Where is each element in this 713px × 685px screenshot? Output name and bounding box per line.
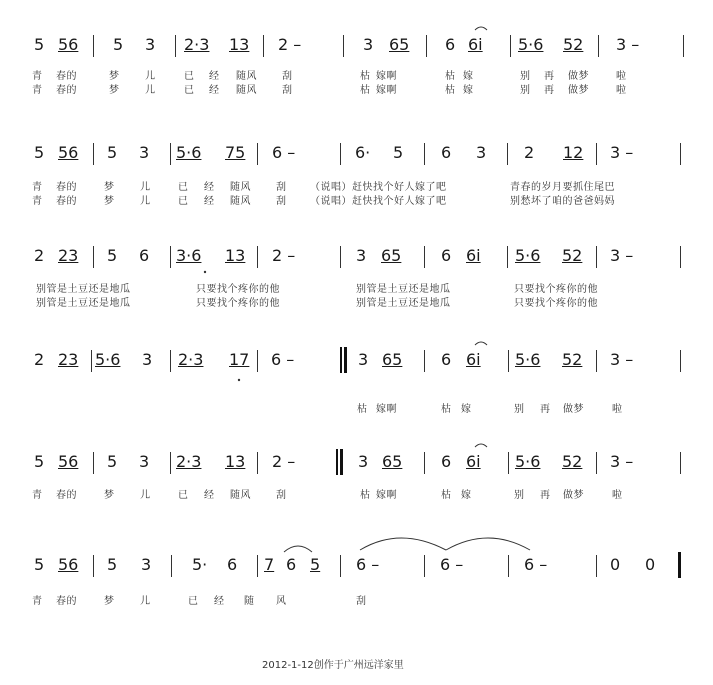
barline bbox=[596, 452, 597, 474]
note: 6i bbox=[466, 452, 481, 471]
note: 3 bbox=[139, 452, 150, 471]
slur-mark bbox=[475, 444, 487, 447]
note: 52 bbox=[563, 35, 584, 54]
note: 52 bbox=[562, 246, 583, 265]
barline-thick bbox=[340, 449, 343, 475]
note: 6 bbox=[441, 350, 452, 369]
note: 2 – bbox=[272, 246, 296, 265]
barline bbox=[508, 452, 509, 474]
lyric: 啦 bbox=[612, 404, 623, 415]
lyric: 经 bbox=[204, 182, 215, 193]
lyric: 嫁 bbox=[463, 85, 474, 96]
lyric: 青 bbox=[32, 596, 43, 607]
barline bbox=[424, 452, 425, 474]
barline bbox=[93, 246, 94, 268]
note: 65 bbox=[382, 350, 403, 369]
lyric: 随 bbox=[244, 596, 255, 607]
lyric: 再 bbox=[544, 71, 555, 82]
barline bbox=[93, 143, 94, 165]
barline bbox=[175, 35, 176, 57]
lyric: 枯 bbox=[360, 490, 371, 501]
note: 3 bbox=[145, 35, 156, 54]
lyric: 青 bbox=[32, 71, 43, 82]
barline bbox=[680, 350, 681, 372]
note: 2 – bbox=[272, 452, 296, 471]
barline bbox=[170, 246, 171, 268]
note: 23 bbox=[58, 350, 79, 369]
note: 17 bbox=[229, 350, 250, 369]
lyric: 已 bbox=[178, 196, 189, 207]
note: 6 bbox=[227, 555, 238, 574]
note: 5 bbox=[310, 555, 321, 574]
lyric: 做梦 bbox=[568, 85, 589, 96]
lyric: （说唱）赶快找个好人嫁了吧 bbox=[310, 196, 447, 207]
barline-thick bbox=[344, 347, 347, 373]
note: 5 bbox=[34, 452, 45, 471]
note: 5 bbox=[107, 452, 118, 471]
barline bbox=[507, 143, 508, 165]
lyric: 啦 bbox=[616, 85, 627, 96]
barline bbox=[424, 555, 425, 577]
barline bbox=[596, 350, 597, 372]
note: 5 bbox=[113, 35, 124, 54]
barline bbox=[170, 452, 171, 474]
note: 6i bbox=[466, 246, 481, 265]
lyric: 别管是土豆还是地瓜 bbox=[36, 298, 131, 309]
lyric: 梦 bbox=[109, 71, 120, 82]
slur-mark bbox=[475, 27, 487, 30]
note: 6 bbox=[139, 246, 150, 265]
lyric: 刮 bbox=[282, 85, 293, 96]
barline bbox=[91, 350, 92, 372]
note: 2 bbox=[524, 143, 535, 162]
lyric: 儿 bbox=[145, 71, 156, 82]
lyric: 嫁 bbox=[461, 490, 472, 501]
lyric: 青 bbox=[32, 196, 43, 207]
note: 6 – bbox=[356, 555, 380, 574]
lyric: 只要找个疼你的他 bbox=[196, 284, 280, 295]
note: 65 bbox=[381, 246, 402, 265]
lyric: 随风 bbox=[230, 490, 251, 501]
lyric: （说唱）赶快找个好人嫁了吧 bbox=[310, 182, 447, 193]
lyric: 枯 bbox=[445, 71, 456, 82]
note: 3 bbox=[356, 246, 367, 265]
note: 6i bbox=[466, 350, 481, 369]
lyric: 梦 bbox=[104, 196, 115, 207]
lyric: 嫁啊 bbox=[376, 404, 397, 415]
barline bbox=[424, 143, 425, 165]
barline bbox=[257, 350, 258, 372]
lyric: 刮 bbox=[276, 490, 287, 501]
note: 6 – bbox=[272, 143, 296, 162]
lyric: 别管是土豆还是地瓜 bbox=[36, 284, 131, 295]
barline bbox=[426, 35, 427, 57]
lyric: 做梦 bbox=[568, 71, 589, 82]
note: 56 bbox=[58, 143, 79, 162]
barline bbox=[257, 555, 258, 577]
barline bbox=[93, 555, 94, 577]
lyric: 梦 bbox=[104, 182, 115, 193]
tie-mark bbox=[446, 538, 530, 550]
note: 3 bbox=[358, 452, 369, 471]
note: 2·3 bbox=[184, 35, 210, 54]
note: 6 bbox=[441, 246, 452, 265]
note: 3 bbox=[139, 143, 150, 162]
note: 3 – bbox=[610, 246, 634, 265]
note: 23 bbox=[58, 246, 79, 265]
lyric: 梦 bbox=[109, 85, 120, 96]
note: 5· bbox=[192, 555, 208, 574]
note: 6 – bbox=[440, 555, 464, 574]
lyric: 枯 bbox=[441, 490, 452, 501]
lyric: 只要找个疼你的他 bbox=[514, 284, 598, 295]
note: 3 bbox=[476, 143, 487, 162]
notation-row-2 bbox=[0, 143, 713, 165]
lyric: 刮 bbox=[276, 182, 287, 193]
note: 65 bbox=[389, 35, 410, 54]
note: 6 – bbox=[524, 555, 548, 574]
note: 5 bbox=[34, 555, 45, 574]
notation-row-4 bbox=[0, 350, 713, 372]
slur-mark bbox=[284, 546, 312, 552]
lyric: 已 bbox=[184, 71, 195, 82]
note: 3 bbox=[141, 555, 152, 574]
lyric: 嫁啊 bbox=[376, 490, 397, 501]
lyric: 枯 bbox=[357, 404, 368, 415]
barline bbox=[340, 555, 341, 577]
barline bbox=[680, 143, 681, 165]
note: 6 bbox=[441, 452, 452, 471]
note: 5·6 bbox=[176, 143, 202, 162]
barline bbox=[263, 35, 264, 57]
note: 5 bbox=[34, 143, 45, 162]
note: 2·3 bbox=[178, 350, 204, 369]
note: 3 – bbox=[610, 350, 634, 369]
lyric: 别愁坏了咱的爸爸妈妈 bbox=[510, 196, 615, 207]
note: 2 bbox=[34, 246, 45, 265]
lyric: 嫁 bbox=[461, 404, 472, 415]
barline bbox=[510, 35, 511, 57]
note: 6· bbox=[355, 143, 371, 162]
note: 75 bbox=[225, 143, 246, 162]
lyric: 青 bbox=[32, 182, 43, 193]
note: 6 bbox=[286, 555, 297, 574]
barline bbox=[170, 143, 171, 165]
note: 3 – bbox=[610, 143, 634, 162]
lyric: 经 bbox=[214, 596, 225, 607]
lyric: 随风 bbox=[230, 182, 251, 193]
note: 5·6 bbox=[515, 350, 541, 369]
lyric: 春的 bbox=[56, 596, 77, 607]
barline bbox=[508, 350, 509, 372]
lyric: 春的 bbox=[56, 196, 77, 207]
note: 3 bbox=[358, 350, 369, 369]
lyric: 枯 bbox=[445, 85, 456, 96]
lyric: 别管是土豆还是地瓜 bbox=[356, 284, 451, 295]
lyric: 经 bbox=[204, 490, 215, 501]
note: 5·6 bbox=[518, 35, 544, 54]
lyric: 随风 bbox=[236, 71, 257, 82]
note: 52 bbox=[562, 350, 583, 369]
lyric: 别 bbox=[520, 85, 531, 96]
note: 0 bbox=[610, 555, 621, 574]
lyric: 嫁啊 bbox=[376, 71, 397, 82]
notation-row-1 bbox=[0, 35, 713, 57]
note: 5·6 bbox=[515, 246, 541, 265]
lyric: 别 bbox=[520, 71, 531, 82]
lyric: 刮 bbox=[282, 71, 293, 82]
barline bbox=[257, 143, 258, 165]
lyric: 再 bbox=[540, 404, 551, 415]
barline bbox=[680, 246, 681, 268]
lyric: 只要找个疼你的他 bbox=[514, 298, 598, 309]
barline bbox=[680, 452, 681, 474]
lyric: 儿 bbox=[145, 85, 156, 96]
barline bbox=[257, 246, 258, 268]
lyric: 嫁啊 bbox=[376, 85, 397, 96]
lyric: 啦 bbox=[612, 490, 623, 501]
notation-row-6 bbox=[0, 555, 713, 577]
note: 2·3 bbox=[176, 452, 202, 471]
note: 0 bbox=[645, 555, 656, 574]
lyric: 经 bbox=[204, 196, 215, 207]
note: 2 – bbox=[278, 35, 302, 54]
barline bbox=[596, 555, 597, 577]
barline bbox=[343, 35, 344, 57]
lyric: 刮 bbox=[276, 196, 287, 207]
lyric: 梦 bbox=[104, 596, 115, 607]
barline bbox=[424, 246, 425, 268]
lyric: 刮 bbox=[356, 596, 367, 607]
lyric: 已 bbox=[184, 85, 195, 96]
lyric: 春的 bbox=[56, 490, 77, 501]
note: 56 bbox=[58, 452, 79, 471]
note: 52 bbox=[562, 452, 583, 471]
barline bbox=[340, 246, 341, 268]
lyric: 梦 bbox=[104, 490, 115, 501]
note: 5 bbox=[393, 143, 404, 162]
note: 5·6 bbox=[95, 350, 121, 369]
barline bbox=[508, 555, 509, 577]
lyric: 儿 bbox=[140, 596, 151, 607]
barline bbox=[598, 35, 599, 57]
low-octave-dot bbox=[238, 379, 240, 381]
slur-mark bbox=[475, 342, 487, 345]
lyric: 青春的岁月要抓住尾巴 bbox=[510, 182, 615, 193]
low-octave-dot bbox=[204, 271, 206, 273]
note: 5 bbox=[107, 143, 118, 162]
final-barline bbox=[678, 552, 681, 578]
lyric: 随风 bbox=[236, 85, 257, 96]
note: 3·6 bbox=[176, 246, 202, 265]
lyric: 枯 bbox=[360, 71, 371, 82]
note: 13 bbox=[229, 35, 250, 54]
lyric: 经 bbox=[209, 71, 220, 82]
note: 3 bbox=[142, 350, 153, 369]
note: 3 – bbox=[610, 452, 634, 471]
lyric: 春的 bbox=[56, 85, 77, 96]
lyric: 只要找个疼你的他 bbox=[196, 298, 280, 309]
lyric: 儿 bbox=[140, 196, 151, 207]
note: 6i bbox=[468, 35, 483, 54]
note: 5 bbox=[34, 35, 45, 54]
barline bbox=[93, 452, 94, 474]
lyric: 别 bbox=[514, 490, 525, 501]
note: 56 bbox=[58, 555, 79, 574]
tie-mark bbox=[360, 538, 446, 550]
notation-row-5 bbox=[0, 452, 713, 474]
lyric: 枯 bbox=[441, 404, 452, 415]
lyric: 再 bbox=[544, 85, 555, 96]
lyric: 嫁 bbox=[463, 71, 474, 82]
barline bbox=[596, 143, 597, 165]
note: 6 bbox=[441, 143, 452, 162]
lyric: 儿 bbox=[140, 182, 151, 193]
note: 5 bbox=[107, 555, 118, 574]
lyric: 别管是土豆还是地瓜 bbox=[356, 298, 451, 309]
barline bbox=[171, 555, 172, 577]
note: 13 bbox=[225, 246, 246, 265]
note: 56 bbox=[58, 35, 79, 54]
note: 6 bbox=[445, 35, 456, 54]
note: 5 bbox=[107, 246, 118, 265]
lyric: 儿 bbox=[140, 490, 151, 501]
note: 7 bbox=[264, 555, 275, 574]
barline bbox=[257, 452, 258, 474]
lyric: 春的 bbox=[56, 182, 77, 193]
barline bbox=[683, 35, 684, 57]
barline bbox=[340, 143, 341, 165]
note: 13 bbox=[225, 452, 246, 471]
lyric: 再 bbox=[540, 490, 551, 501]
note: 2 bbox=[34, 350, 45, 369]
lyric: 做梦 bbox=[563, 404, 584, 415]
lyric: 经 bbox=[209, 85, 220, 96]
note: 6 – bbox=[271, 350, 295, 369]
lyric: 做梦 bbox=[563, 490, 584, 501]
lyric: 风 bbox=[276, 596, 287, 607]
note: 5·6 bbox=[515, 452, 541, 471]
lyric: 已 bbox=[178, 490, 189, 501]
lyric: 已 bbox=[188, 596, 199, 607]
lyric: 随风 bbox=[230, 196, 251, 207]
lyric: 春的 bbox=[56, 71, 77, 82]
lyric: 青 bbox=[32, 490, 43, 501]
barline bbox=[424, 350, 425, 372]
barline bbox=[507, 246, 508, 268]
note: 65 bbox=[382, 452, 403, 471]
lyric: 枯 bbox=[360, 85, 371, 96]
lyric: 别 bbox=[514, 404, 525, 415]
note: 3 – bbox=[616, 35, 640, 54]
barline bbox=[93, 35, 94, 57]
note: 12 bbox=[563, 143, 584, 162]
lyric: 已 bbox=[178, 182, 189, 193]
barline bbox=[596, 246, 597, 268]
note: 3 bbox=[363, 35, 374, 54]
lyric: 啦 bbox=[616, 71, 627, 82]
footer-credit: 2012-1-12创作于广州远洋家里 bbox=[262, 660, 404, 671]
lyric: 青 bbox=[32, 85, 43, 96]
notation-row-3 bbox=[0, 246, 713, 268]
barline bbox=[170, 350, 171, 372]
